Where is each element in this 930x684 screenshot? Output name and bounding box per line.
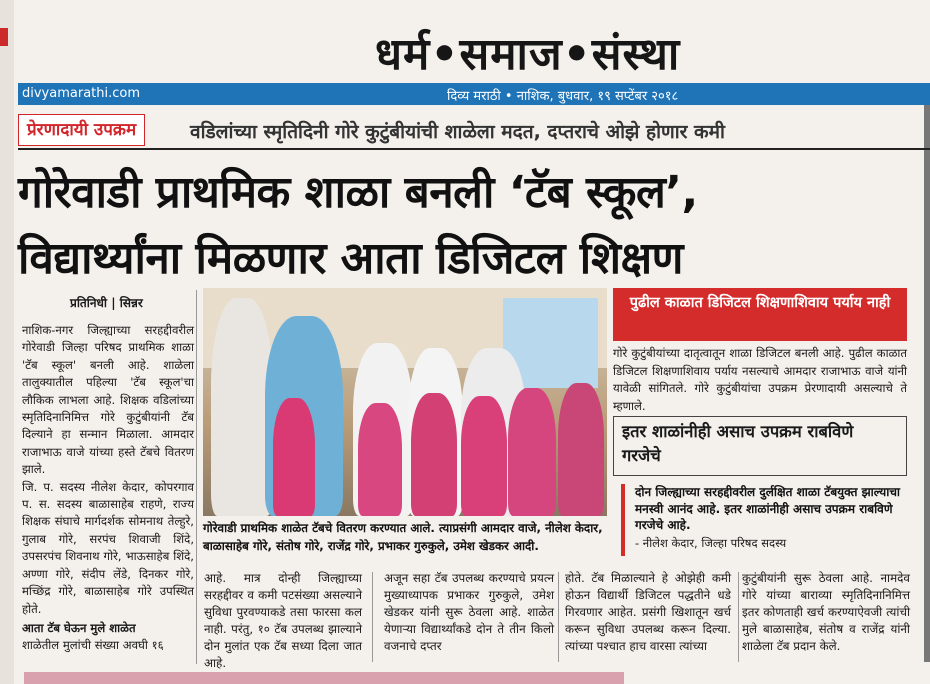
- headline-line-2: विद्यार्थ्यांना मिळणार आता डिजिटल शिक्षण: [18, 233, 683, 284]
- next-article-image-strip: [24, 672, 624, 684]
- lead-paragraph-1: नाशिक-नगर जिल्ह्याच्या सरहद्दीवरील गोरेवाडी जिल्हा परिषद प्राथमिक शाळा 'टॅब स्कूल' बनली आहे. शाळेला तालुक्यातील पहिल्या 'टॅब स्कूल'चा लौकिक लाभला आहे. शिक्षक वडिलांच्या स्मृतिदिनानिमित्त गोरे कुटुंबीयांनी टॅब दिल्याने हा सन्मान मिळाला. आमदार राजाभाऊ वाजे यांच्या हस्ते टॅबचे वितरण झाले.: [22, 323, 194, 477]
- lead-column: [22, 322, 194, 655]
- column-divider: [196, 290, 197, 664]
- photo-person: [211, 298, 273, 516]
- sidebar-subhead: इतर शाळांनीही असाच उपक्रम राबविणे गरजेचे: [622, 422, 854, 465]
- photo-person: [508, 388, 556, 516]
- lead-paragraph-3: शाळेतील मुलांची संख्या अवघी १६: [22, 638, 164, 653]
- edge-marker: [0, 28, 8, 46]
- photo-person: [411, 393, 457, 516]
- site-url[interactable]: divyamarathi.com: [22, 86, 141, 101]
- quote-text: दोन जिल्ह्याच्या सरहद्दीवरील दुर्लक्षित शाळा टॅबयुक्त झाल्याचा मनस्वी आनंद आहे. इतर शाळांनीही असाच उपक्रम राबविणे गरजेचे आहे.: [635, 485, 901, 532]
- body-column-5: कुटुंबीयांनी सुरू ठेवला आहे. नामदेव गोरे यांच्या बाराव्या स्मृतिदिनानिमित्त इतर कोणताही खर्च करण्याऐवजी त्यांची मुले बाळासाहेब, संतोष व राजेंद्र यांनी शाळेला टॅब प्रदान केले.: [742, 571, 910, 653]
- page-edge: [0, 0, 14, 684]
- lead-paragraph-2: जि. प. सदस्य नीलेश केदार, कोपरगाव प. स. सदस्य बाळासाहेब राहणे, राज्य शिक्षक संघाचे मार्गदर्शक सोमनाथ तेल्हुरे, गुलाब गोरे, सरपंच शिवाजी शिंदे, उपसरपंच शिवनाथ गोरे, भाऊसाहेब शिंदे, अण्णा गोरे, संदीप लेंडे, दिनकर गोरे, मच्छिंद्र गोरे, बाळासाहेब गोरे उपस्थित होते.: [22, 479, 194, 616]
- page-edge-right: [924, 102, 930, 662]
- sidebar-body: गोरे कुटुंबीयांच्या दातृत्वातून शाळा डिजिटल बनली आहे. पुढील काळात डिजिटल शिक्षणाशिवाय पर्याय नसल्याचे आमदार राजाभाऊ वाजे यांनी यावेळी सांगितले. गोरे कुटुंबीयांचा उपक्रम प्रेरणादायी असल्याचे ते म्हणाले.: [613, 346, 907, 413]
- photo-caption: गोरेवाडी प्राथमिक शाळेत टॅबचे वितरण करण्यात आले. त्याप्रसंगी आमदार वाजे, नीलेश केदार, बाळासाहेब गोरे, संतोष गोरे, राजेंद्र गोरे, प्रभाकर गुरुकुले, उमेश खेडकर आदी.: [203, 521, 603, 553]
- body-column-4: होते. टॅब मिळाल्याने हे ओझेही कमी होऊन विद्यार्थी डिजिटल पद्धतीने धडे गिरवणार आहेत. प्रसंगी खिशातून खर्च करून सुविधा उपलब्ध करून दिल्या. त्यांच्या पश्चात हाच वारसा त्यांच्या: [565, 571, 731, 653]
- quote-attribution: - नीलेश केदार, जिल्हा परिषद सदस्य: [635, 535, 787, 550]
- kicker-subhead: वडिलांच्या स्मृतिदिनी गोरे कुटुंबीयांची शाळेला मदत, दप्तराचे ओझे होणार कमी: [190, 121, 725, 143]
- column-divider: [738, 572, 739, 662]
- photo-person: [558, 383, 604, 516]
- dateline: दिव्य मराठी • नाशिक, बुधवार, १९ सप्टेंबर २०१८: [447, 89, 679, 104]
- byline: प्रतिनिधी | सिन्नर: [70, 296, 143, 310]
- headline-line-1: गोरेवाडी प्राथमिक शाळा बनली ‘टॅब स्कूल’,: [18, 167, 698, 218]
- column-divider: [372, 572, 373, 662]
- news-photo: [203, 288, 607, 516]
- sidebar-header: पुढील काळात डिजिटल शिक्षणाशिवाय पर्याय नाही: [613, 288, 907, 341]
- photo-person: [358, 403, 402, 516]
- body-column-3: अजून सहा टॅब उपलब्ध करण्याचे प्रयत्न मुख्याध्यापक प्रभाकर गुरुकुले, उमेश खेडकर यांनी सुरू ठेवला आहे. शाळेत येणाऱ्या विद्यार्थ्यांकडे दोन ते तीन किलो वजनाचे दप्तर: [384, 571, 554, 653]
- photo-person: [461, 396, 507, 516]
- kicker-label: प्रेरणादायी उपक्रम: [18, 114, 145, 146]
- column-divider: [558, 572, 559, 662]
- photo-person: [273, 398, 315, 516]
- section-title: धर्म•समाज•संस्था: [375, 29, 681, 80]
- lead-subhead: आता टॅब घेऊन मुले शाळेत: [22, 620, 136, 635]
- kicker-rule: [18, 148, 930, 150]
- quote-box: [621, 484, 907, 556]
- body-column-2: आहे. मात्र दोन्ही जिल्ह्याच्या सरहद्दीवर व कमी पटसंख्या असल्याने सुविधा पुरवण्याकडे तसा फारसा कल नाही. परंतु, १० टॅब उपलब्ध झाल्याने दोन मुलांत एक टॅब सध्या दिला जात आहे.: [204, 571, 362, 670]
